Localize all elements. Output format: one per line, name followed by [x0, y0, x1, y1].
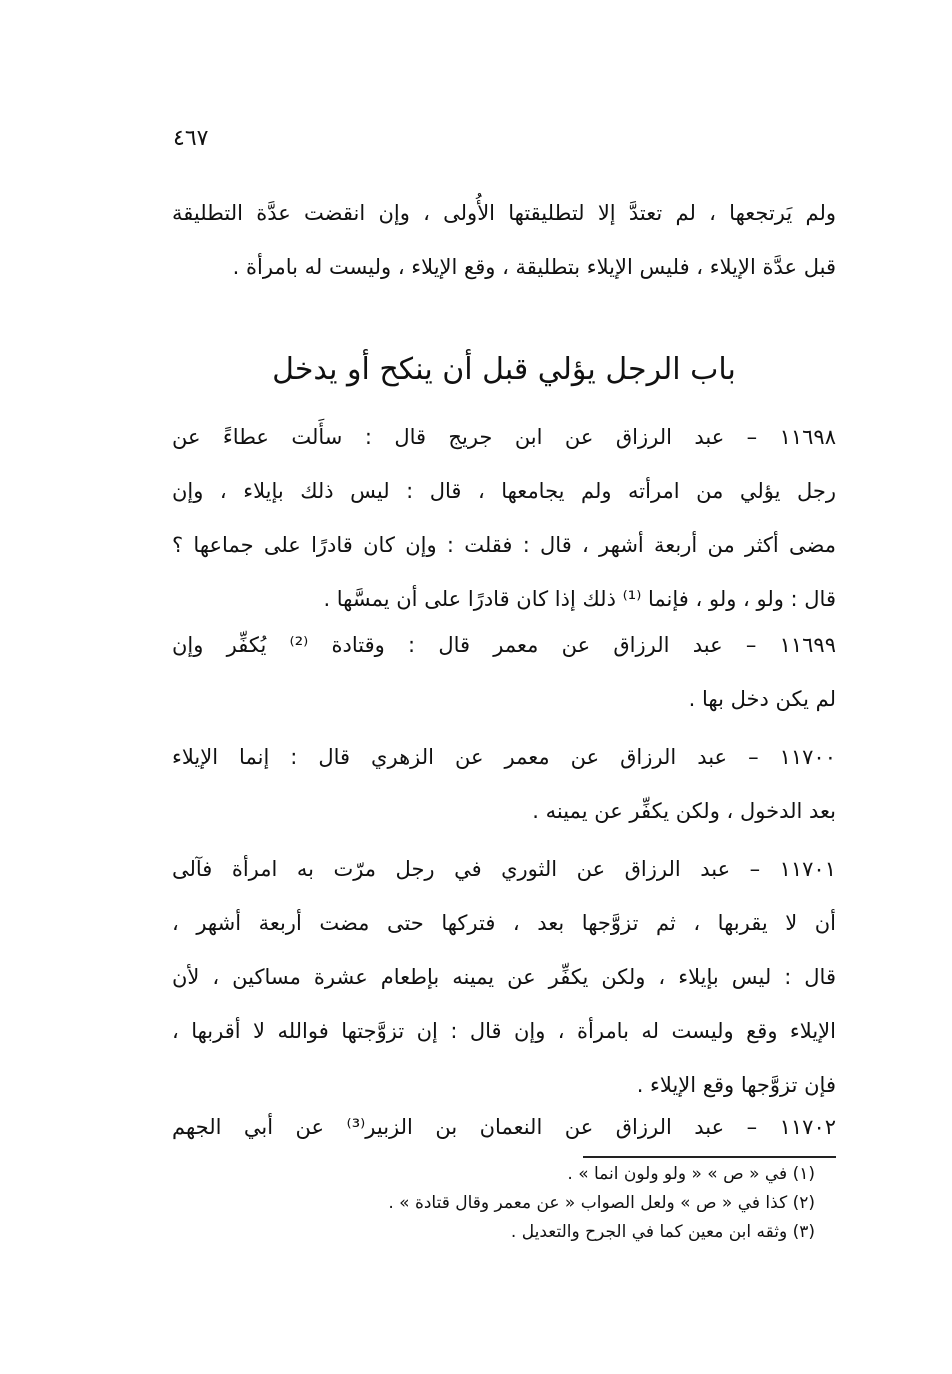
entry-line: ١١٦٩٩ – عبد الرزاق عن معمر قال : وقتادة ⁽²⁾ يُكفِّر وإن [172, 633, 836, 657]
footnotes [300, 1160, 815, 1247]
entry-line: قال : ولو ، ولو ، فإنما ⁽¹⁾ ذلك إذا كان قادرًا على أن يمسَّها . [323, 587, 836, 611]
entry-11698 [172, 410, 836, 626]
page-number: ٤٦٧ [173, 126, 209, 151]
entry-line: فإن تزوَّجها وقع الإيلاء . [636, 1073, 836, 1097]
entry-11700 [172, 730, 836, 838]
section-heading: باب الرجل يؤلي قبل أن ينكح أو يدخل [272, 352, 736, 387]
entry-11699 [172, 618, 836, 726]
entry-line: قال : ليس بإيلاء ، ولكن يكفِّر عن يمينه بإطعام عشرة مساكين ، لأن [172, 965, 836, 989]
entry-line: ١١٦٩٨ – عبد الرزاق عن ابن جريج قال : سأَلت عطاءً عن [172, 425, 836, 449]
entry-line: الإيلاء وقع وليست له بامرأة ، وإن قال : إن تزوَّجتها فوالله لا أقربها ، [172, 1019, 836, 1043]
intro-line: ولم يَرتجعها ، لم تعتدَّ إلا لتطليقتها الأُولى ، وإن انقضت عدَّة التطليقة [172, 201, 836, 225]
intro-line: قبل عدَّة الإيلاء ، فليس الإيلاء بتطليقة ، وقع الإيلاء ، وليست له بامرأة . [232, 255, 836, 279]
entry-line: ١١٧٠٢ – عبد الرزاق عن النعمان بن الزبير⁽³⁾ عن أبي الجهم [172, 1115, 836, 1139]
entry-line: أن لا يقربها ، ثم تزوَّجها بعد ، فتركها حتى مضت أربعة أشهر ، [172, 911, 836, 935]
entry-line: ١١٧٠٠ – عبد الرزاق عن معمر عن الزهري قال : إنما الإيلاء [172, 745, 836, 769]
entry-line: مضى أكثر من أربعة أشهر ، قال : فقلت : وإن كان قادرًا على جماعها ؟ [172, 533, 836, 557]
footnote-separator [583, 1156, 836, 1158]
intro-paragraph [172, 186, 836, 294]
entry-line: رجل يؤلي من امرأته ولم يجامعها ، قال : ليس ذلك بإيلاء ، وإن [172, 479, 836, 503]
entry-11702 [172, 1100, 836, 1154]
entry-line: بعد الدخول ، ولكن يكفِّر عن يمينه . [532, 799, 836, 823]
entry-line: ١١٧٠١ – عبد الرزاق عن الثوري في رجل مرّت به امرأة فآلى [172, 857, 836, 881]
entry-11701 [172, 842, 836, 1112]
footnote: (٣) وثقه ابن معين كما في الجرح والتعديل . [510, 1222, 815, 1242]
footnote: (١) في « ص » « ولو ولون انما » . [567, 1164, 815, 1184]
footnote: (٢) كذا في « ص » ولعل الصواب « عن معمر وقال قتادة » . [388, 1193, 815, 1213]
entry-line: لم يكن دخل بها . [688, 687, 836, 711]
